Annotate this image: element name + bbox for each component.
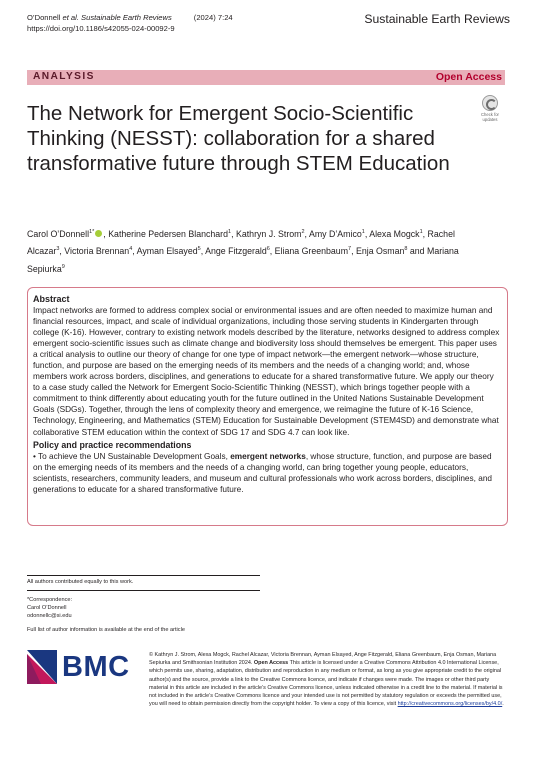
author-affiliation: 1 — [228, 229, 232, 235]
check-updates-text: Check for updates — [481, 112, 499, 122]
license-open-access: Open Access — [253, 660, 289, 667]
abstract-heading: Abstract — [33, 294, 70, 304]
author-name: Kathryn J. Strom — [235, 228, 302, 239]
footnote-equal-contribution: All authors contributed equally to this work. — [27, 579, 134, 585]
author-affiliation: 3 — [56, 246, 60, 253]
footnote-rule — [27, 575, 260, 576]
footnotes — [27, 575, 260, 634]
citation-authors: O’Donnell — [27, 13, 63, 22]
article-title: The Network for Emergent Socio-Scientific Thinking (NESST): collaboration for a shared transformative future through STEM Education — [27, 102, 450, 175]
correspondence-label: *Correspondence: — [27, 597, 73, 603]
license-end: . — [502, 701, 504, 708]
bmc-logo-icon — [27, 650, 57, 684]
bmc-logo-text: BMC — [62, 651, 130, 683]
author[interactable] — [64, 246, 132, 256]
author[interactable] — [108, 229, 231, 239]
author[interactable] — [137, 246, 201, 256]
author-affiliation: 5 — [197, 246, 201, 253]
author[interactable] — [275, 246, 351, 256]
license-body: This article is licensed under a Creative Commons Attribution 4.0 International License, which permits use, sharing, adaptation, distribution and reproduction in any medium or format, as long as you give appropriate credit to the original author(s) and the source, provide a link to the Creative Commons licence, and indicate if changes were made. The images or other third party material in this article are included in the article’s Creative Commons licence, unless indicated otherwise in a credit line to the material. If material is not included in the article’s Creative Commons licence and your intended use is not permitted by statutory regulation or exceeds the permitted use, you will need to obtain permission directly from the copyright holder. To view a copy of this licence, visit — [149, 660, 503, 708]
citation-journal: et al. Sustainable Earth Reviews — [62, 13, 172, 22]
author-name: Enja Osman — [355, 246, 405, 257]
author[interactable] — [356, 246, 407, 256]
policy-text — [33, 451, 501, 495]
citation — [27, 12, 233, 34]
author-name: Ayman Elsayed — [136, 246, 198, 257]
author[interactable] — [205, 246, 270, 256]
author[interactable] — [27, 229, 103, 239]
footnote-rule — [27, 590, 260, 591]
author-affiliation: 9 — [61, 263, 65, 270]
author-name: Eliana Greenbaum — [274, 246, 349, 257]
author-affiliation: 6 — [266, 246, 270, 253]
author[interactable] — [309, 229, 365, 239]
article-type: ANALYSIS — [33, 71, 95, 82]
policy-text-post: , whose structure, function, and purpose are based on the emerging needs of its members and the needs of a changing world, can bring together young people, educators, scientists, researchers, community leaders, and museum and cultural professionals who work across borders, disciplines, and generations to educate for a shared transformative future. — [33, 451, 492, 494]
author-name: Victoria Brennan — [64, 246, 130, 257]
check-for-updates-badge[interactable] — [478, 95, 502, 123]
author[interactable] — [369, 229, 422, 239]
author-name: Rachel Alcazar — [27, 228, 455, 257]
citation-year: (2024) 7:24 — [193, 13, 233, 22]
author-name: Alexa Mogck — [369, 228, 420, 239]
author-info-note: Full list of author information is available at the end of the article — [27, 627, 185, 633]
author-name: Ange Fitzgerald — [205, 246, 267, 257]
license-copyright: © Kathryn J. Strom, Alexa Mogck, Rachel Alcazar, Victoria Brennan, Ayman Elsayed, Ange Fitzgerald, Eliana Greenbaum, Enja Osman, Mariana Sepiurka and Smithsonian Institution 2024. — [149, 652, 497, 667]
journal-name: Sustainable Earth Reviews — [364, 12, 510, 26]
author-name: Katherine Pedersen Blanchard — [108, 228, 229, 239]
abstract-text: Impact networks are formed to address complex social or environmental issues and are often needed to maximize human and financial resources, impact, and scale of individual organizations, including those serving students in Kindergarten through college (K-16). However, contrary to existing network models described by the literature, networks designed to address complex emergent socio-scientific issues such as climate change and biodiversity loss should themselves be emergent. This paper uses a critical analysis to outline our theory of change for one type of impact network—the emergent network—whose structure, function, and purpose are based on the emerging needs of its members and the needs of a changing world; and, whose members work across borders, disciplines, and generations to educate for a shared transformative future. We apply our theory to a case study called the Network for Emergent Socio-Scientific Thinking (NESST), which brings together people with a commitment to think differently about educating youth for the future outlined in the United Nations Sustainable Development Goals (SDGs). Together, through the lens of complexity theory and emergence, we reimagine the future of K-16 Science, Technology, Engineering, and Mathematics (STEM) Education for Sustainable Development (STEM4SD) and demonstrate what collaborative STEM education within the context of SDG 17 and SDG 4.7 can look like. — [33, 306, 500, 437]
open-access-label: Open Access — [435, 71, 502, 83]
check-updates-icon — [482, 95, 498, 111]
policy-heading: Policy and practice recommendations — [33, 439, 192, 450]
abstract-box — [27, 287, 508, 526]
author[interactable] — [236, 229, 305, 239]
orcid-icon[interactable] — [95, 230, 102, 237]
author-affiliation: 1* — [89, 229, 95, 235]
author-affiliation: 8 — [404, 246, 408, 253]
page-header — [27, 12, 510, 38]
policy-text-pre: • To achieve the UN Sustainable Development Goals, — [33, 451, 231, 461]
author-affiliation: 1 — [419, 229, 423, 235]
article-type-banner — [27, 70, 505, 85]
license-link[interactable]: http://creativecommons.org/licenses/by/4.0/ — [397, 701, 503, 708]
author-affiliation: 7 — [348, 246, 352, 253]
author-name: Amy D’Amico — [308, 228, 362, 239]
correspondence-name: Carol O’Donnell — [27, 605, 67, 611]
doi-link[interactable]: https://doi.org/10.1186/s42055-024-00092-9 — [27, 24, 175, 33]
author-affiliation: 1 — [361, 229, 365, 235]
author-affiliation: 4 — [129, 246, 133, 253]
author-name: Carol O’Donnell — [27, 228, 90, 239]
license-text — [149, 651, 508, 708]
correspondence-email[interactable]: odonnellc@si.edu — [27, 613, 72, 619]
bmc-logo — [27, 650, 137, 684]
author-affiliation: 2 — [301, 229, 305, 235]
author-list: Carol O’Donnell$^{1*}$ , Katherine Pedersen Blanchard$^1$, Kathryn J. Strom$^2$, Amy D’Amico$^1$, Alexa Mogck$^1$, Rachel Alcazar$^3$, Victoria Brennan$^4$, Ayman Elsayed$^5$, Ange Fitzgerald$^6$, Eliana Greenbaum$^7$, Enja Osman$^8$ and Mariana Sepiurka$^9$ — [27, 228, 459, 274]
author-name: Mariana Sepiurka — [27, 246, 459, 274]
policy-text-bold: emergent networks — [230, 451, 306, 461]
